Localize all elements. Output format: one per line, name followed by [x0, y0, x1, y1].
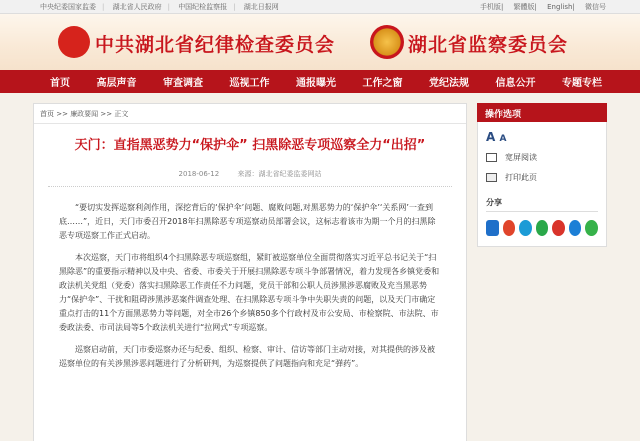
article-source: 来源：湖北省纪委监委网站	[237, 170, 322, 178]
nav-leadership[interactable]: 高层声音	[96, 78, 137, 89]
top-utility-bar	[0, 0, 640, 14]
font-size-controls	[486, 130, 598, 144]
share-more-icon[interactable]	[486, 220, 499, 236]
link-jjjc-paper[interactable]: 中国纪检监察报	[178, 2, 228, 11]
wechat-link[interactable]: 微信号	[585, 2, 606, 11]
renren-icon[interactable]	[569, 220, 582, 236]
options-sidebar	[477, 103, 607, 247]
wide-reading-button[interactable]	[486, 152, 598, 163]
nav-regulations[interactable]: 党纪法规	[429, 78, 469, 89]
nav-exposure[interactable]: 通报曝光	[296, 78, 336, 89]
print-label: 打印此页	[505, 173, 537, 182]
supervision-title[interactable]: 湖北省监察委员会	[408, 34, 569, 56]
commission-title[interactable]: 中共湖北省纪律检查委员会	[95, 34, 336, 56]
party-emblem-icon	[58, 26, 90, 58]
breadcrumb-current: 正文	[114, 110, 129, 118]
main-nav	[0, 70, 640, 93]
monitor-icon	[486, 153, 497, 162]
english-link[interactable]: English	[547, 2, 573, 11]
wide-reading-label: 宽屏阅读	[505, 153, 537, 162]
nav-special-topics[interactable]: 专题专栏	[562, 78, 602, 89]
breadcrumb: 首页 >> 廉政要闻 >> 正文	[34, 104, 466, 124]
breadcrumb-home[interactable]: 首页	[40, 110, 54, 118]
nav-inspection[interactable]: 巡视工作	[229, 78, 270, 89]
share-heading: 分享	[486, 197, 598, 212]
article-body	[34, 187, 466, 371]
external-links: 中央纪委国家监委 | 湖北省人民政府 | 中国纪检监察报 | 湖北日报网	[40, 2, 279, 11]
link-ccdi[interactable]: 中央纪委国家监委	[40, 2, 96, 11]
article-paragraph: 巡察启动前，天门市委巡察办还与纪委、组织、检察、审计、信访等部门主动对接，对其提供的涉及被巡察单位的有关涉黑涉恶问题进行了分析研判，为巡察提供了问题指向和充足“弹药”。	[59, 345, 435, 368]
mobile-version-link[interactable]: 手机版	[479, 2, 501, 11]
article-paragraph: “要切实发挥巡察利剑作用，深挖背后的‘保护伞’问题、腐败问题,对黑恶势力的‘保护伞’‘关系网’一查到底……”，近日，天门市委召开2018年扫黑除恶专项巡察动员部署会议，这标志着该市为期一个月的扫黑除恶专项巡察工作正式启动。	[59, 203, 436, 240]
site-options: 手机版| 繁體版| English| 微信号	[479, 2, 606, 11]
article-title: 天门：直指黑恶势力“保护伞” 扫黑除恶专项巡察全力“出招”	[74, 138, 426, 153]
breadcrumb-section[interactable]: 廉政要闻	[70, 110, 99, 118]
weibo-icon[interactable]	[503, 220, 516, 236]
article-meta	[48, 169, 452, 187]
link-hubei-daily[interactable]: 湖北日报网	[243, 2, 279, 11]
article-date: 2018-06-12	[178, 170, 220, 178]
options-box	[477, 122, 607, 247]
wechat-icon[interactable]	[585, 220, 598, 236]
font-small-button[interactable]: A	[499, 134, 507, 144]
article-panel	[33, 103, 467, 441]
nav-home[interactable]: 首页	[50, 78, 70, 89]
article-paragraph: 本次巡察，天门市将组织4个扫黑除恶专项巡察组，紧盯被巡察单位全面贯彻落实习近平总书记关于“扫黑除恶”的重要指示精神以及中央、省委、市委关于开展扫黑除恶专项斗争部署情况，着力发现各乡镇党委和政法机关党组（党委）落实扫黑除恶工作责任不力问题，党员干部和公职人员涉黑涉恶腐败及充当黑恶势力“保护伞”、干扰和阻碍涉黑涉恶案件调查处理、在扫黑除恶专项斗争中失职失责的问题，以及天门市确定重点打击的11个方面黑恶势力等问题，对全市26个乡镇850多个行政村及市公安局、市检察院、市法院、市委政法委、市司法局等5个政法机关进行“拉网式”专项巡察。	[59, 253, 440, 332]
site-banner	[0, 14, 640, 70]
printer-icon	[486, 173, 497, 182]
qq-icon[interactable]	[552, 220, 565, 236]
nav-work-window[interactable]: 工作之窗	[362, 78, 403, 89]
nav-info-disclosure[interactable]: 信息公开	[495, 78, 536, 89]
print-button[interactable]	[486, 172, 598, 183]
traditional-chinese-link[interactable]: 繁體版	[513, 2, 535, 11]
options-heading: 操作选项	[477, 103, 607, 122]
share-buttons	[486, 220, 598, 236]
font-large-button[interactable]: A	[486, 130, 496, 144]
nav-investigation[interactable]: 审查调查	[163, 78, 203, 89]
national-emblem-icon	[370, 25, 404, 59]
people-weibo-icon[interactable]	[536, 220, 549, 236]
qzone-icon[interactable]	[519, 220, 532, 236]
link-hubei-gov[interactable]: 湖北省人民政府	[112, 2, 162, 11]
